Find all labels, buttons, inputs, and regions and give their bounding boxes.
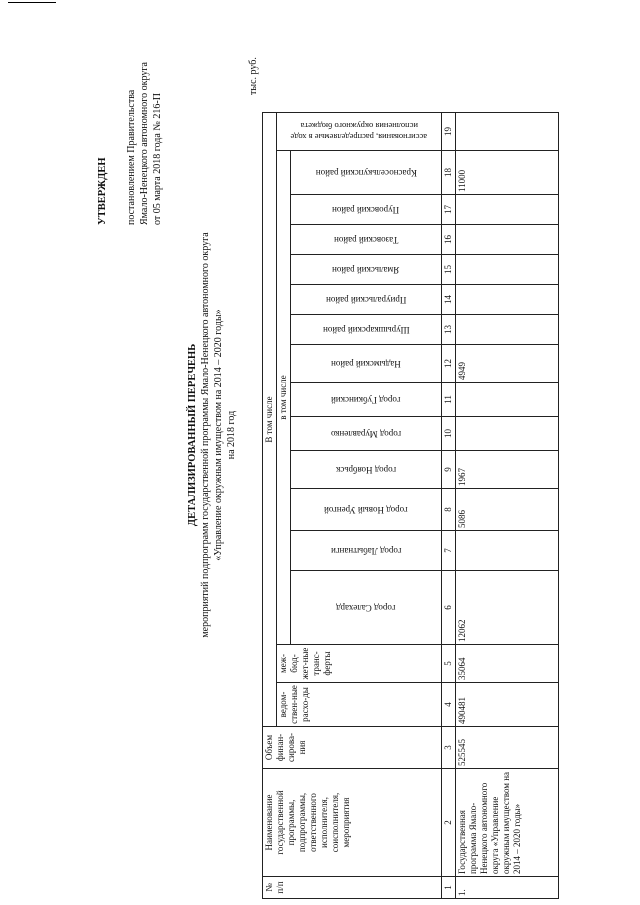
approval-line-1: постановлением Правительства bbox=[126, 89, 137, 225]
row-municipality-value bbox=[456, 255, 559, 285]
col-number: 15 bbox=[442, 255, 456, 285]
header-municipality: город Ноябрьск bbox=[291, 451, 442, 489]
header-num: № п/п bbox=[263, 877, 442, 899]
col-number: 9 bbox=[442, 451, 456, 489]
col-number: 2 bbox=[442, 769, 456, 877]
header-transfers: меж-бюд-жет-ные транс-ферты bbox=[277, 645, 442, 683]
col-number: 14 bbox=[442, 285, 456, 315]
document-title: ДЕТАЛИЗИРОВАННЫЙ ПЕРЕЧЕНЬ bbox=[187, 343, 198, 527]
approval-title: УТВЕРЖДЕН bbox=[97, 157, 108, 225]
financing-table bbox=[262, 112, 559, 899]
col-number: 11 bbox=[442, 383, 456, 417]
header-municipality: город Салехард bbox=[291, 571, 442, 645]
row-name: Государственная программа Ямало-Ненецкого автономного округа «Управление окружным имуществом на 2014 – 2020 годы» bbox=[456, 769, 559, 877]
header-municipality: город Губкинский bbox=[291, 383, 442, 417]
header-municipality: Красноселькупский район bbox=[291, 151, 442, 195]
header-distributed: ассигнования, распределяемые в ходе исполнения окружного бюджета bbox=[277, 113, 442, 151]
row-transfers: 35064 bbox=[456, 645, 559, 683]
col-number: 16 bbox=[442, 225, 456, 255]
document-heading bbox=[186, 115, 238, 755]
row-municipality-value bbox=[456, 531, 559, 571]
header-municipality: Приуральский район bbox=[291, 285, 442, 315]
row-municipality-value bbox=[456, 315, 559, 345]
header-including: В том числе bbox=[263, 113, 277, 727]
header-row-1 bbox=[263, 113, 277, 899]
row-distributed bbox=[456, 113, 559, 151]
approval-line-3: от 05 марта 2018 года № 216-П bbox=[152, 93, 163, 225]
heading-line-1: мероприятий подпрограмм государственной программы Ямало-Ненецкого автономного округа bbox=[200, 232, 211, 638]
row-municipality-value: 11000 bbox=[456, 151, 559, 195]
col-number: 4 bbox=[442, 683, 456, 727]
row-dept: 490481 bbox=[456, 683, 559, 727]
row-volume: 525545 bbox=[456, 727, 559, 769]
column-number-row bbox=[442, 113, 456, 899]
row-municipality-value: 1967 bbox=[456, 451, 559, 489]
table-row bbox=[456, 113, 559, 899]
approval-line-2: Ямало-Ненецкого автономного округа bbox=[139, 62, 150, 225]
col-number: 12 bbox=[442, 345, 456, 383]
header-municipality: город Новый Уренгой bbox=[291, 489, 442, 531]
row-municipality-value bbox=[456, 285, 559, 315]
col-number: 5 bbox=[442, 645, 456, 683]
row-municipality-value bbox=[456, 417, 559, 451]
heading-line-2: «Управление окружным имуществом на 2014 – 2020 годы» bbox=[213, 309, 224, 561]
approval-block bbox=[96, 5, 164, 225]
header-municipality: Ямальский район bbox=[291, 255, 442, 285]
col-number: 17 bbox=[442, 195, 456, 225]
heading-line-3: на 2018 год bbox=[226, 410, 237, 460]
header-dept: ведом-ствен-ные расхо-ды bbox=[277, 683, 442, 727]
header-municipality: Пуровский район bbox=[291, 195, 442, 225]
col-number: 6 bbox=[442, 571, 456, 645]
col-number: 18 bbox=[442, 151, 456, 195]
col-number: 3 bbox=[442, 727, 456, 769]
col-number: 19 bbox=[442, 113, 456, 151]
header-municipality: Тазовский район bbox=[291, 225, 442, 255]
row-municipality-value bbox=[456, 383, 559, 417]
header-municipality: город Лабытнанги bbox=[291, 531, 442, 571]
row-num: 1. bbox=[456, 877, 559, 899]
col-number: 7 bbox=[442, 531, 456, 571]
row-municipality-value: 12062 bbox=[456, 571, 559, 645]
col-number: 8 bbox=[442, 489, 456, 531]
header-municipality: Надымский район bbox=[291, 345, 442, 383]
unit-label: тыс. руб. bbox=[248, 57, 259, 95]
row-municipality-value bbox=[456, 195, 559, 225]
col-number: 1 bbox=[442, 877, 456, 899]
row-municipality-value: 4949 bbox=[456, 345, 559, 383]
header-including-2: в том числе bbox=[277, 151, 291, 645]
header-volume: Объем финан-сирова-ния bbox=[263, 727, 442, 769]
row-municipality-value bbox=[456, 225, 559, 255]
header-name: Наименование государственной программы, подпрограммы, ответственного исполнителя, соисполнителя, мероприятия bbox=[263, 769, 442, 877]
header-municipality: город Муравленко bbox=[291, 417, 442, 451]
header-municipality: Шурышкарский район bbox=[291, 315, 442, 345]
row-municipality-value: 5086 bbox=[456, 489, 559, 531]
col-number: 13 bbox=[442, 315, 456, 345]
col-number: 10 bbox=[442, 417, 456, 451]
